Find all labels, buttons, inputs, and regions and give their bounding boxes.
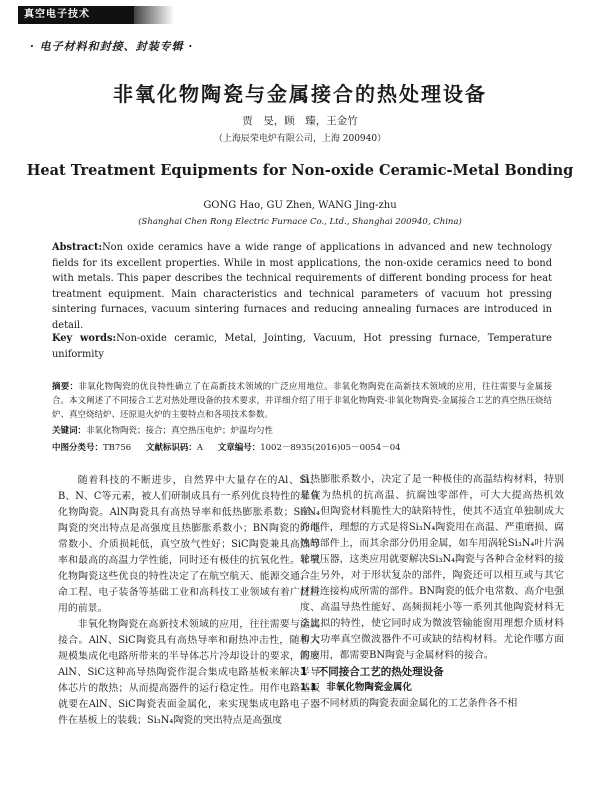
keywords-cn-label: 关键词：	[52, 426, 87, 436]
paper-title-en: Heat Treatment Equipments for Non-oxide Ceramic-Metal Bonding	[26, 162, 574, 179]
body-column-left	[58, 473, 320, 729]
doc-code: A	[196, 443, 204, 453]
article-no: 1002－8935(2016)05－0054－04	[260, 443, 401, 453]
journal-header: 真空电子技术	[18, 6, 134, 24]
abstract-cn	[52, 380, 552, 422]
body-paragraph: 且热膨胀系数小，决定了是一种极佳的高温结构材料，特别是作为热机的抗高温、抗腐蚀零部件，可大大提高热机效率。但陶瓷材料脆性大的缺陷特性，使其不适宜单独制成大的部件，理想的方式是将Si₃N₄陶瓷用在高温、严重磨损、腐蚀的部件上，而其余部分仍用金属，如车用涡轮Si₃N₄叶片涡轮增压器，这类应用就要解决Si₃N₄陶瓷与各种合金材料的接合。另外，对于形状复杂的部件，陶瓷还可以相互或与其它材料连接构成所需的部件。BN陶瓷的低介电常数、高介电强度、高温导热性能好、高频损耗小等一系列其他陶瓷材料无法比拟的特性，使它同时成为微波管输能窗用理想介质材料和大功率真空微波器件不可或缺的结构材料。尤论作哪方面的应用，都需要BN陶瓷与金属材料的接合。	[300, 474, 564, 661]
subsection-heading: 1.1 非氧化物陶瓷金属化	[300, 682, 412, 693]
paper-title-cn: 非氧化物陶瓷与金属接合的热处理设备	[113, 82, 487, 106]
affiliation-en: (Shanghai Chen Rong Electric Furnace Co., Ltd., Shanghai 200940, China)	[138, 217, 462, 227]
keywords-text: Non-oxide ceramic, Metal, Jointing, Vacuum, Hot pressing furnace, Temperature uniformity	[52, 333, 552, 360]
section-tag: · 电子材料和封接、封装专辑 ·	[30, 40, 194, 53]
body-paragraph: 非氧化物陶瓷在高新技术领域的应用，往往需要与金属接合。AlN、SiC陶瓷具有高热导率和耐热冲击性，随着大规模集成化电路所带来的半导体芯片冷却设计的要求，需要AlN、SiC这种高导热陶瓷作混合集成电路基板来解决半导体芯片的散热；从而提高器件的运行稳定性。用作电路基板就要在AlN、SiC陶瓷表面金属化，来实现集成电路电子器件在基板上的装载；Si₃N₄陶瓷的突出特点是高强度	[58, 619, 320, 726]
article-no-label: 文章编号：	[217, 443, 261, 453]
keywords-label: Key words:	[52, 333, 117, 344]
classification-line	[52, 441, 413, 453]
abstract-cn-text: 非氧化物陶瓷的优良特性确立了在高新技术领域的广泛应用地位。非氧化物陶瓷在高新技术领域的应用，往往需要与金属接合。本文阐述了不同接合工艺对热处理设备的技术要求，并详细介绍了用于非氧化物陶瓷-非氧化物陶瓷-金属接合工艺的真空热压烧结炉、真空烧结炉、还原退火炉的主要特点和各项技术参数。	[52, 382, 552, 420]
header-decoration	[134, 6, 174, 24]
keywords-cn-text: 非氧化物陶瓷；接合；真空热压电炉；炉温均匀性	[86, 426, 274, 436]
abstract-text: Non oxide ceramics have a wide range of applications in advanced and new technology fields for its excellent properties. While in most applications, the non-oxide ceramics need to bond with metals. This paper describes the technical requirements of different bonding process for heat treatment equipment. Main characteristics and technical parameters of vacuum hot pressing sintering furnaces, vacuum sintering furnaces and reducing annealing furnaces are introduced in detail.	[52, 242, 552, 331]
body-paragraph: 随着科技的不断进步，自然界中大量存在的Al、Si、B、N、C等元素，被人们研制成具有一系列优良特性的非氧化物陶瓷。AlN陶瓷具有高热导率和低热膨胀系数；Si₃N₄陶瓷的突出特点是高强度且热膨胀系数小；BN陶瓷的介电常数小、介质损耗低，真空放气性好；SiC陶瓷兼具高热导率和最高的高温力学性能，同时还有极佳的抗氧化性。非氧化物陶瓷这些优良的特性决定了在航空航天、能源交通、生命工程、电子装备等基础工业和高科技工业领域有着广泛应用的前景。	[58, 475, 320, 614]
authors-cn: 贾 旻，顾 臻，王金竹	[242, 115, 358, 127]
abstract-en	[52, 240, 552, 334]
section-heading: 1 不同接合工艺的热处理设备	[300, 666, 444, 678]
authors-en: GONG Hao, GU Zhen, WANG Jing-zhu	[203, 200, 397, 211]
body-column-right	[300, 472, 564, 712]
keywords-cn	[52, 424, 273, 436]
doc-code-label: 文献标识码：	[145, 443, 197, 453]
clc-code: TB756	[103, 443, 132, 453]
clc-label: 中图分类号：	[52, 443, 104, 453]
keywords-en	[52, 331, 552, 362]
abstract-cn-label: 摘要：	[52, 382, 79, 392]
affiliation-cn: （上海辰荣电炉有限公司，上海 200940）	[213, 134, 387, 144]
abstract-label: Abstract:	[52, 242, 103, 253]
body-paragraph: 不同材质的陶瓷表面金属化的工艺条件各不相	[319, 698, 518, 709]
